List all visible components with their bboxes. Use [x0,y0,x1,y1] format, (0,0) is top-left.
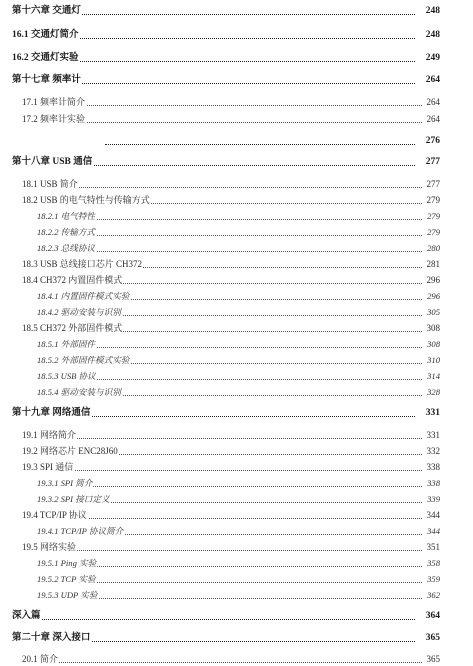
toc-entry-page: 365 [425,633,440,643]
toc-entry-title: 20.1 简介 [22,654,59,664]
toc-entry-page: 358 [427,558,440,568]
toc-entry-page: 249 [425,53,440,63]
toc-entry[interactable] [0,273,473,287]
toc-entry-title: 19.5.2 TCP 实验 [37,574,96,584]
toc-entry[interactable] [0,155,473,169]
toc-entry[interactable] [0,556,473,570]
dot-leader [105,144,415,145]
toc-entry-page: 364 [425,611,440,621]
dot-leader [22,550,422,551]
toc-entry[interactable] [0,209,473,223]
toc-entry-page: 328 [427,387,440,397]
toc-entry[interactable] [0,112,473,126]
toc-entry-page: 331 [426,430,440,440]
toc-entry[interactable] [0,540,473,554]
toc-entry[interactable] [0,305,473,319]
toc-entry[interactable] [0,385,473,399]
toc-entry[interactable] [0,476,473,490]
toc-entry-page: 248 [425,30,440,40]
toc-entry[interactable] [0,51,473,65]
toc-entry-page: 279 [426,195,440,205]
toc-entry-title: 16.1 交通灯简介 [12,30,79,40]
toc-entry-title: 19.2 网络芯片 ENC28J60 [22,446,118,456]
toc-entry[interactable] [0,193,473,207]
toc-entry-title: 16.2 交通灯实验 [12,53,79,63]
toc-entry[interactable] [0,444,473,458]
toc-entry-page: 332 [426,446,440,456]
toc-entry-page: 362 [427,590,440,600]
dot-leader [22,438,422,439]
toc-entry-title: 第二十章 深入接口 [12,633,91,643]
toc-entry-title: 19.3.1 SPI 简介 [37,478,93,488]
toc-entry[interactable] [0,460,473,474]
toc-entry[interactable] [0,508,473,522]
toc-entry-title: 第十九章 网络通信 [12,408,91,418]
toc-entry[interactable] [0,406,473,420]
toc-entry-title: 18.4 CH372 内置固件模式 [22,275,123,285]
toc-entry[interactable] [0,241,473,255]
toc-entry[interactable] [0,369,473,383]
toc-entry-page: 296 [427,291,440,301]
toc-entry-title: 18.2.3 总线协议 [37,243,96,253]
toc-entry-page: 279 [427,227,440,237]
toc-entry[interactable] [0,257,473,271]
toc-entry-title: 18.5 CH372 外部固件模式 [22,323,123,333]
toc-entry-title: 19.4.1 TCP/IP 协议简介 [37,526,124,536]
toc-entry-title: 18.4.2 驱动安装与识别 [37,307,121,317]
toc-entry-title: 18.5.4 驱动安装与识别 [37,387,121,397]
toc-entry-page: 344 [426,510,440,520]
toc-entry-title: 18.5.2 外部固件模式实验 [37,355,130,365]
toc-entry[interactable] [0,177,473,191]
toc-entry[interactable] [0,492,473,506]
toc-entry-title: 18.1 USB 简介 [22,179,78,189]
toc-entry-title: 19.5.1 Ping 实验 [37,558,97,568]
toc-entry[interactable] [0,631,473,645]
toc-entry[interactable] [0,28,473,42]
toc-entry-page: 264 [426,114,440,124]
toc-entry-title: 19.3 SPI 通信 [22,462,74,472]
toc-entry-title: 19.5 网络实验 [22,542,77,552]
toc-entry-title: 18.4.1 内置固件模式实验 [37,291,130,301]
toc-entry-page: 308 [426,323,440,333]
toc-entry-page: 308 [427,339,440,349]
toc-entry[interactable] [0,134,473,148]
toc-entry-page: 331 [425,408,440,418]
toc-entry[interactable] [0,524,473,538]
toc-entry-title: 18.5.3 USB 协议 [37,371,96,381]
toc-entry-page: 338 [427,478,440,488]
toc-entry-title: 18.2.1 电气特性 [37,211,96,221]
toc-entry[interactable] [0,321,473,335]
dot-leader [22,662,422,663]
toc-entry-title: 19.3.2 SPI 接口定义 [37,494,110,504]
toc-entry[interactable] [0,95,473,109]
toc-entry-page: 339 [427,494,440,504]
toc-entry-page: 279 [427,211,440,221]
toc-entry[interactable] [0,353,473,367]
toc-entry-page: 351 [426,542,440,552]
toc-entry[interactable] [0,337,473,351]
toc-entry[interactable] [0,428,473,442]
toc-entry-title: 19.5.3 UDP 实验 [37,590,98,600]
toc-entry-page: 305 [427,307,440,317]
toc-entry-page: 365 [426,654,440,664]
toc-entry-page: 264 [425,75,440,85]
toc-entry-title: 17.2 频率计实验 [22,114,86,124]
toc-entry-title: 18.2 USB 的电气特性与传输方式 [22,195,150,205]
toc-entry-title: 18.5.1 外部固件 [37,339,96,349]
toc-entry-title: 18.3 USB 总线接口芯片 CH372 [22,259,143,269]
toc-entry[interactable] [0,225,473,239]
toc-entry-page: 264 [426,97,440,107]
toc-entry[interactable] [0,289,473,303]
toc-entry[interactable] [0,609,473,623]
toc-entry-title: 第十七章 频率计 [12,75,81,85]
dot-leader [37,486,422,487]
toc-entry-title: 第十八章 USB 通信 [12,157,93,167]
toc-entry[interactable] [0,572,473,586]
toc-entry-page: 276 [425,136,440,146]
toc-entry-title: 19.1 网络简介 [22,430,77,440]
toc-entry-page: 281 [426,259,440,269]
toc-entry-page: 277 [426,179,440,189]
toc-entry-page: 310 [427,355,440,365]
dot-leader [22,470,422,471]
toc-entry-title: 17.1 频率计简介 [22,97,86,107]
toc-entry[interactable] [0,4,473,18]
toc-entry-page: 296 [426,275,440,285]
toc-entry-page: 344 [427,526,440,536]
toc-entry-title: 第十六章 交通灯 [12,6,81,16]
toc-entry[interactable] [0,588,473,602]
dot-leader [12,619,415,620]
toc-entry-page: 280 [427,243,440,253]
toc-entry[interactable] [0,73,473,87]
toc-entry-title: 深入篇 [12,611,41,621]
toc-entry-page: 359 [427,574,440,584]
toc-entry-page: 248 [425,6,440,16]
dot-leader [22,187,422,188]
toc-entry-title: 18.2.2 传输方式 [37,227,96,237]
toc-entry-title: 19.4 TCP/IP 协议 [22,510,87,520]
toc-entry-page: 314 [427,371,440,381]
toc-entry-page: 338 [426,462,440,472]
toc-entry-page: 277 [425,157,440,167]
